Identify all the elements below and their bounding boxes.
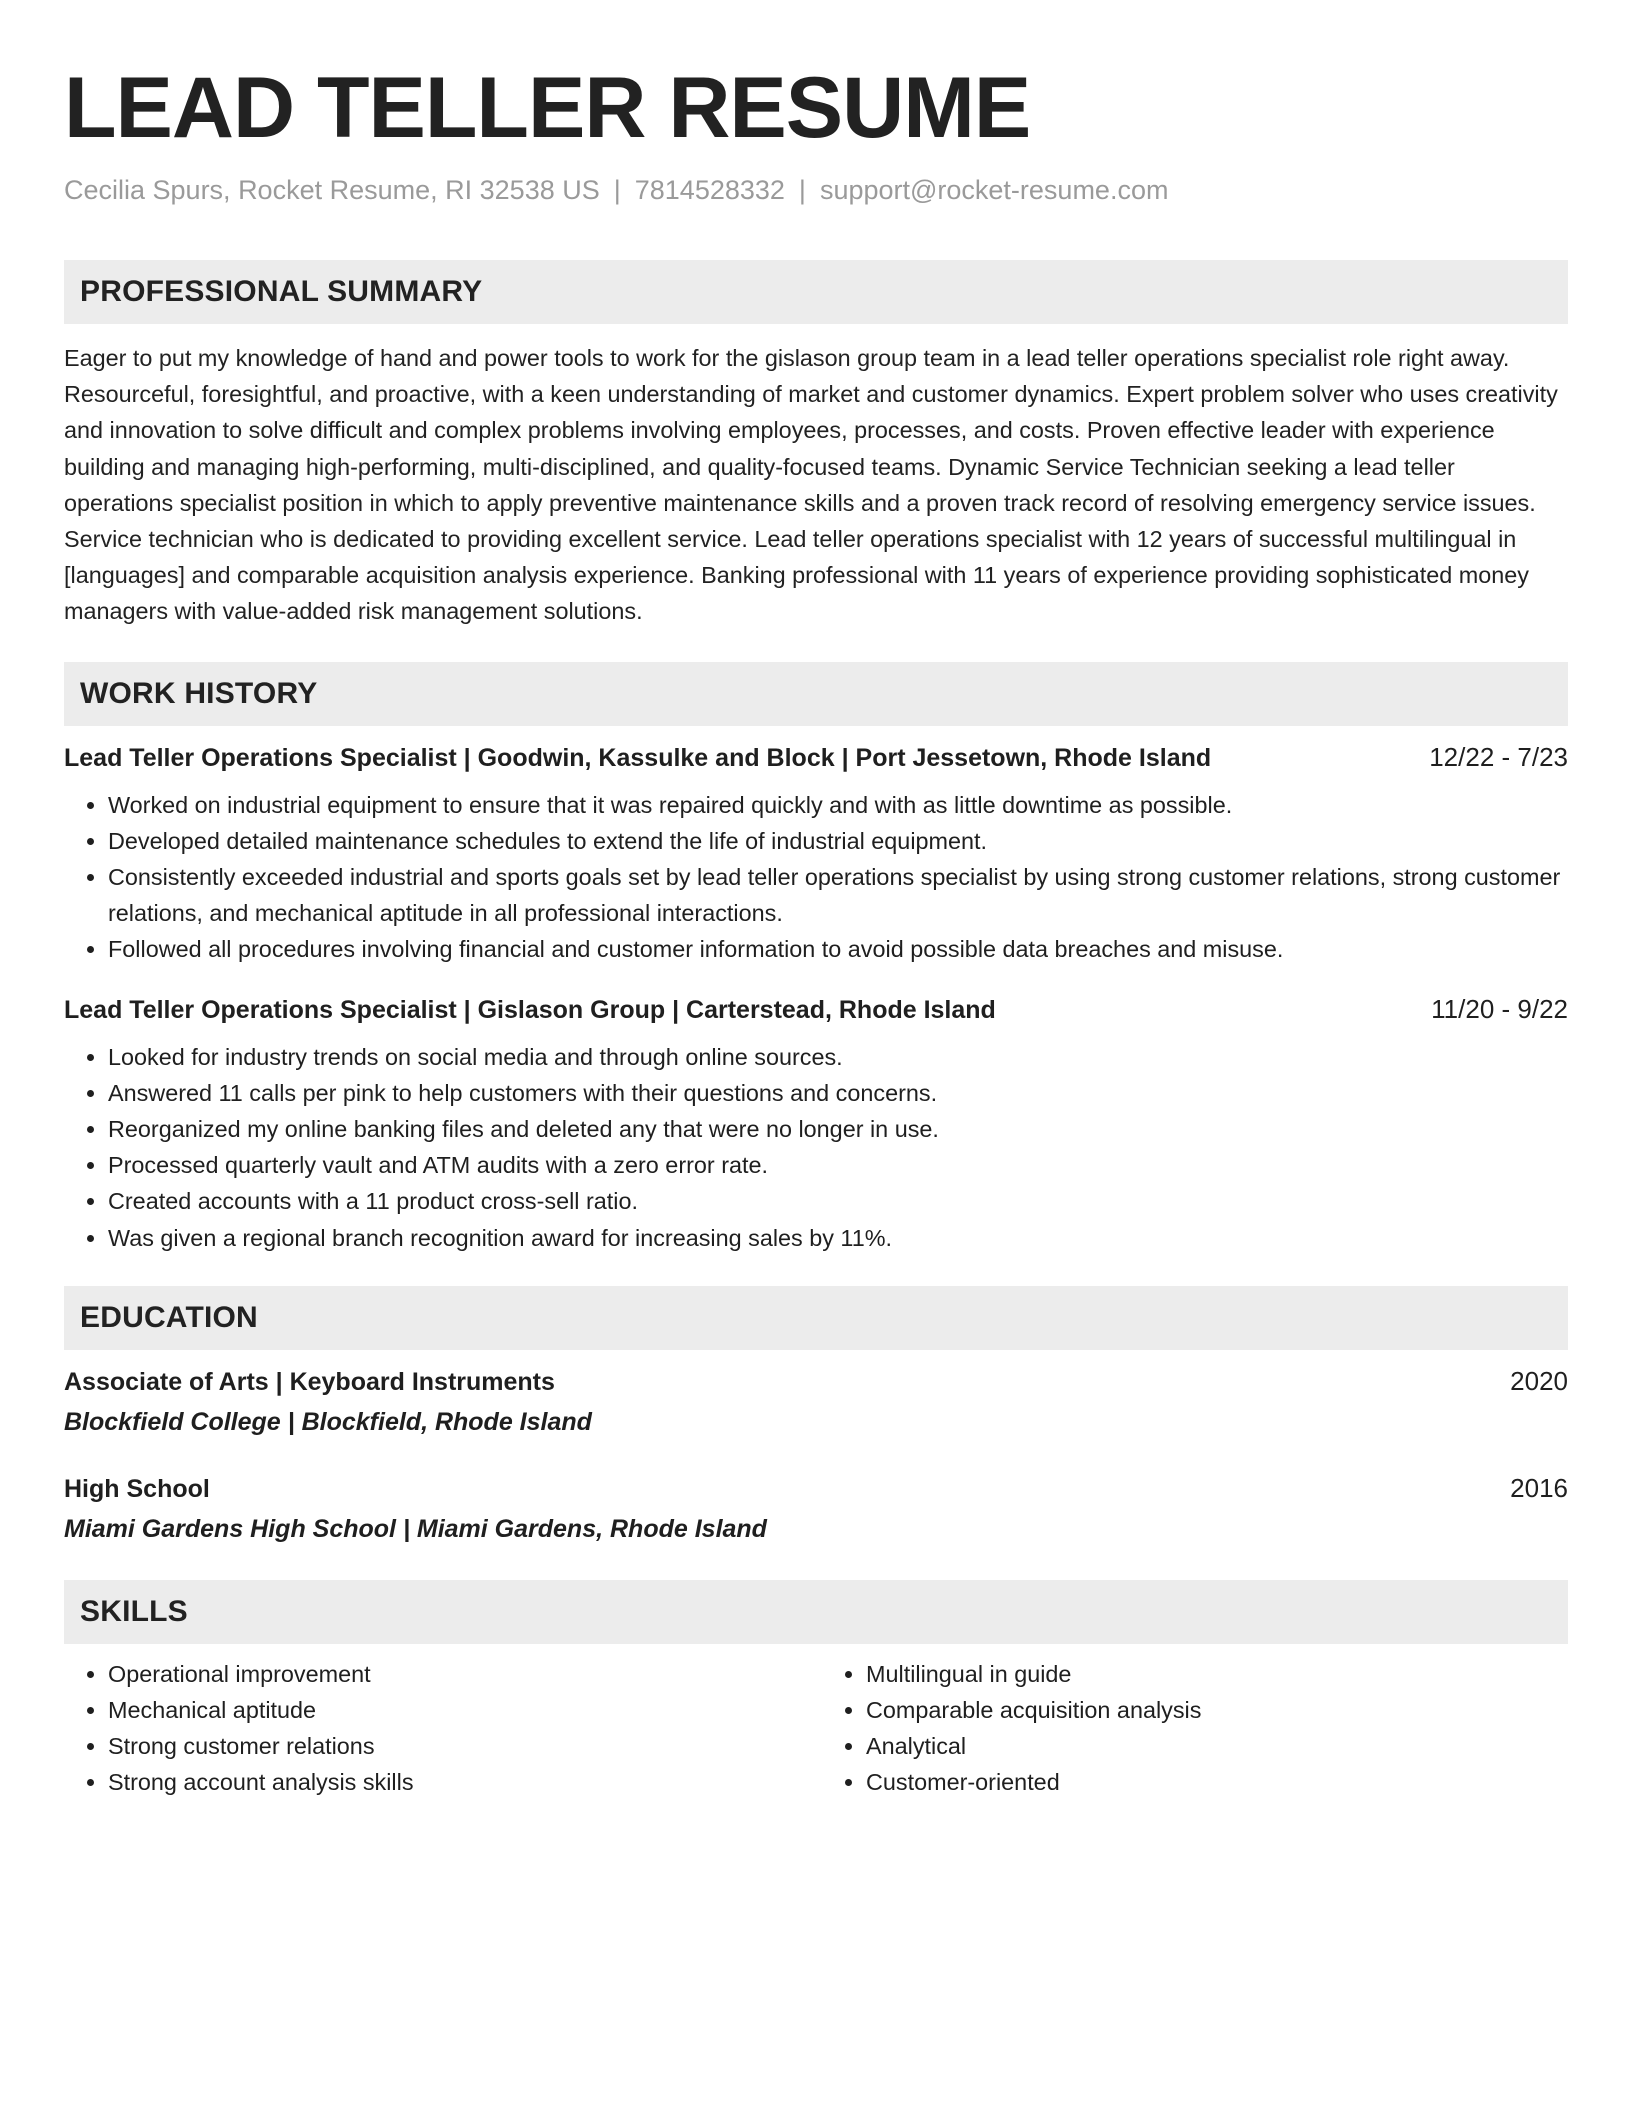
skills-grid: [64, 1656, 1568, 1800]
job-bullets: [64, 787, 1568, 968]
list-item: • Followed all procedures involving financial and customer information to avoid possible data breaches and misuse.: [108, 931, 1568, 967]
skill-item: • Analytical: [866, 1728, 1566, 1764]
education-header: [64, 1364, 1568, 1399]
education-entry: [64, 1364, 1568, 1439]
contact-phone: 7814528332: [634, 175, 785, 205]
list-item: • Looked for industry trends on social media and through online sources.: [108, 1039, 1568, 1075]
page-title: LEAD TELLER RESUME: [64, 60, 1031, 156]
education-heading: EDUCATION: [64, 1286, 1568, 1350]
list-item: • Worked on industrial equipment to ensure that it was repaired quickly and with as little downtime as possible.: [108, 787, 1568, 823]
contact-address: Cecilia Spurs, Rocket Resume, RI 32538 US: [64, 175, 600, 205]
job-header: [64, 992, 1568, 1027]
education-degree: High School: [64, 1474, 210, 1503]
summary-section: [64, 260, 1568, 630]
skills-column-left: [64, 1656, 808, 1800]
job-bullets: [64, 1039, 1568, 1256]
list-item: • Created accounts with a 11 product cross-sell ratio.: [108, 1183, 1568, 1219]
skill-item: • Operational improvement: [108, 1656, 808, 1692]
job-title: Lead Teller Operations Specialist | Gislason Group | Carterstead, Rhode Island: [64, 995, 996, 1024]
work-history-heading: WORK HISTORY: [64, 662, 1568, 726]
skill-item: • Multilingual in guide: [866, 1656, 1566, 1692]
skill-item: • Mechanical aptitude: [108, 1692, 808, 1728]
education-year: 2020: [1510, 1365, 1568, 1396]
list-item: • Reorganized my online banking files and deleted any that were no longer in use.: [108, 1111, 1568, 1147]
list-item: • Was given a regional branch recognition award for increasing sales by 11%.: [108, 1220, 1568, 1256]
summary-heading: PROFESSIONAL SUMMARY: [64, 260, 1568, 324]
skill-item: • Strong customer relations: [108, 1728, 808, 1764]
skill-item: • Strong account analysis skills: [108, 1764, 808, 1800]
list-item: • Processed quarterly vault and ATM audits with a zero error rate.: [108, 1147, 1568, 1183]
education-school: Blockfield College | Blockfield, Rhode Island: [64, 1407, 592, 1436]
education-year: 2016: [1510, 1472, 1568, 1503]
education-degree: Associate of Arts | Keyboard Instruments: [64, 1367, 555, 1396]
contact-separator: |: [613, 175, 621, 205]
education-entry: [64, 1471, 1568, 1546]
skill-item: • Customer-oriented: [866, 1764, 1566, 1800]
contact-separator: |: [798, 175, 806, 205]
education-header: [64, 1471, 1568, 1506]
list-item: • Consistently exceeded industrial and sports goals set by lead teller operations specialist by using strong customer relations, strong customer relations, and mechanical aptitude in all professional interactions.: [108, 859, 1568, 931]
summary-text: Eager to put my knowledge of hand and power tools to work for the gislason group team in a lead teller operations specialist role right away. Resourceful, foresightful, and proactive, with a keen understanding of market and customer dynamics. Expert problem solver who uses creativity and innovation to solve difficult and complex problems involving employees, processes, and costs. Proven effective leader with experience building and managing high-performing, multi-disciplined, and quality-focused teams. Dynamic Service Technician seeking a lead teller operations specialist position in which to apply preventive maintenance skills and a proven track record of resolving emergency service issues. Service technician who is dedicated to providing excellent service. Lead teller operations specialist with 12 years of successful multilingual in [languages] and comparable acquisition analysis experience. Banking professional with 11 years of experience providing sophisticated money managers with value-added risk management solutions.: [64, 345, 1558, 625]
work-history-section: [64, 662, 1568, 1256]
list-item: • Developed detailed maintenance schedules to extend the life of industrial equipment.: [108, 823, 1568, 859]
list-item: • Answered 11 calls per pink to help customers with their questions and concerns.: [108, 1075, 1568, 1111]
contact-email: support@rocket-resume.com: [819, 175, 1169, 205]
education-section: [64, 1286, 1568, 1546]
skills-section: [64, 1580, 1568, 1800]
job-entry: [64, 740, 1568, 968]
job-header: [64, 740, 1568, 775]
skills-heading: SKILLS: [64, 1580, 1568, 1644]
job-entry: [64, 992, 1568, 1256]
job-date: 11/20 - 9/22: [1431, 993, 1568, 1024]
contact-line: [64, 172, 1568, 208]
skill-item: • Comparable acquisition analysis: [866, 1692, 1566, 1728]
education-school: Miami Gardens High School | Miami Gardens, Rhode Island: [64, 1514, 767, 1543]
skills-column-right: [808, 1656, 1566, 1800]
job-date: 12/22 - 7/23: [1429, 741, 1568, 772]
job-title: Lead Teller Operations Specialist | Goodwin, Kassulke and Block | Port Jessetown, Rhode Island: [64, 743, 1212, 772]
